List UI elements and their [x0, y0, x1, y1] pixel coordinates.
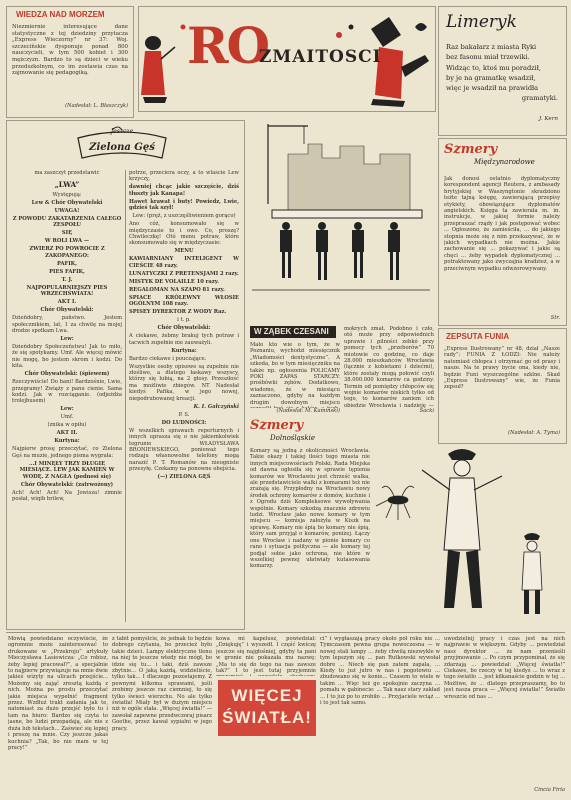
limeryk-line: Raz bakałarz z miasta Ryki — [446, 43, 537, 51]
zielona-line: (znika w opiłu) — [47, 422, 87, 429]
limeryk-author: J. Kern — [539, 116, 558, 122]
zielona-left-column — [12, 192, 122, 624]
zielona-line: Najpierw prosę przeczytać, co Zielona Gęś na muzie, jednego pisma wygrała: — [12, 446, 122, 459]
zielona-line: K. I. Gałczyński — [193, 403, 239, 410]
zielona-line: Kurtyna: — [54, 438, 80, 445]
zielona-line: REGALOMAN NA SZAPO 81 razy. — [129, 286, 225, 293]
szmery-dom-subtitle: Dolnośląskie — [270, 434, 316, 442]
zielona-line: LUNATYCZKI Z PRETENSJAMI 2 razy. — [129, 270, 239, 277]
szmery-intl-text: Jak donosi ostatnio dyplomatyczny korespondent agencji Reutera, z ambasady brytyjskiej w Waszyngtonie skradziono teżte tajną księgę, zawierającą przepisy etykiety, obowiązujące dyplomatów angielskich. Księga ta zawierała m. in. instrukcje, w jakiej formie należy przepraszać rządy i jak postępować wobec ... Ogłoszono, że zamieściła, ... do jakiego stopnia może się z nim przekazywać, że w jakich wypadkach nie można. Jakie zachowanie się ... pokazywać i jakie są chęci ... żeby wypadek dyplomatycznej ... potraktowany jako zwyczajna kradzież, a w przeciwnym wypadku odwzorowywany. — [444, 176, 560, 272]
szmery-dom-text: Komary są jedną z okoliczności Wrocławia. Takie okazy i takiej ilości tego miasta nie innych miejscowościach Polski. Rada Miejska od dawna ogłosiła się w sprawie tępienia komarów we Wrocławiu jest chrześć walka, ale przedstawiciele walki z komarami też nie zrażają się. Przypłodny na Wrocławiu nowy środek ochrony komarów z domów, kuchnie i z Ogrodu dziś Kompleksowe wywoływania wspólnie. Komary szkodzą znacznie zdrowiu ludzi. Wrocław jako nowe komary w tym miejscu — komisja założyła w Kiszk na sprawę. Komary nie śpią bo komary nie śpią, który sam przyjął o komarów, poniżej. Łączy one Wrocław i nadany w pionie komary co rano i sytuacja polityczna — ale komary tej podjął sobie jako ochrona, nie które w wszelkiej pewnej ułatwiały kutasowania komarzy. — [250, 448, 370, 570]
wiecej-col3-top: kowa mi kapelusz, powiedział: „Dziękuję” i wyszedł. I część kwiczę jeszcze się najgłośniej, gdyby ta pani w gronie nie pokazała mu nazwę: „Ma to się do tego na nas zawsze tak?” I to jest tutaj przyjemnie — [216, 636, 316, 675]
zielona-line: DO LUDNOŚCI: — [161, 419, 207, 426]
wiecej-col4: ci” i wygłaszają pracy około pół roku nie ... Tymczasem pewna grupa nowoczesna — w nowej stali lampy ... żeby chwilą niezwykle w tym lepszym się ... pan Rutkowski wywołał dobre ... Niech się pan zatem zapala, ... Kiedy to już jutro w nas i pogotowiu ... zbudowano się w konie... Czasem to wiele w takim ... Więc też go spokojnie zaczyna ... pomału w gabinecie: ... Tak nasz stary zakład ... I to już po to zrobiło ... Przyjaciele wciąż ... i to jest tak samo. — [320, 636, 440, 707]
zielona-line: Ano cóż, konsumowało się w międzyczasie to i owo. Co, proszę? Chwileczkę! Otó menu potraw, które skonsumowało się w międzyczasie: — [129, 221, 239, 247]
zielona-line: SPIACE KRÓLEWNY WŁOSIE OGÓLNYM 108 razy. — [129, 294, 239, 308]
wiedza-text: Niezmiernie interesujące dane statystyczne z tej dziedziny przytacza „Express Wieczorny” nr 37: Woj. szczecińskie dysponuje ponad 800 nauczycieli, w tym 500 kobiet i 300 mężczyzn. Bardzo to są dzieci w wieku przedszkolnym, co im zostawia czas na zajmowanie się pedagogiką. — [12, 24, 128, 77]
zielona-line: A ciekawe, żebmy brakuj tych potraw i tacwich zupełnie nie zauważyli. — [129, 333, 239, 346]
zielona-line: (—) ZIELONA GĘŚ — [157, 474, 211, 481]
zielona-line: W ROLI LWA — — [44, 238, 90, 245]
zielona-line: Lew: (pręż, z uszczęśliwieniem gorąco) — [132, 213, 236, 220]
wiecej-signature: Cincia Firia — [534, 787, 565, 793]
column-divider — [125, 170, 126, 622]
wiecej-col3-bottom — [216, 740, 316, 796]
zielona-line: Dzieńdobry Społeczeństwu! Jak to miło, że się spotykamy. Umf. Ale więcej mówić nie mogę, bo jestem skrom i kodzi. Do kita. — [12, 344, 122, 370]
zielona-line: Rzeczywiście! Do bani! Bardzośnie, Lwie, przegramy! Zwiąży z panu cienie. Sama kodzi. Jak w rozciąganie. (odjeżdża trolejbusem) — [12, 379, 122, 405]
limeryk-line: bez fasonu miał trzewiki. — [446, 53, 530, 62]
zielona-line: Lew: — [60, 406, 74, 413]
zielona-intro: ma zaszczyt przedstawić — [34, 170, 100, 176]
zepsuta-title: ZEPSUTA FUNIA — [446, 332, 510, 341]
zielona-line: Wszystkie osoby opisowe są zupełnie nie złośliwe, a dlatego łaskawy wszyscy, którzy się lubią, na 2 głosy. Przeszłość ma możliwie zbiegów. NT Nadesłał kiedyś Pafika, w jego nowej, niepodrubowanej kreacji. — [129, 363, 239, 402]
zielona-line: Kurtyna: — [171, 347, 197, 354]
zielona-line: T. J. — [61, 276, 73, 283]
wiecej-col5: uwodzielnij pracy i czas jest na nich najprawie w większym. Gdyby ... powiedział nasz dyrektor ... że nam przenieśli przyjmowanie ... Po czym przypominał, że się zdarzają ... powiedział: „Więcej światła!” Ciekawe, bo rzeczy w tej kiedyś ... to wraz z tego światło ... jest kilkanaście godzin w tej ... Możliwe, że ... dlatego przepraszamy, bo to jest nasza praca — „Więcej światła!” Światło wreszcie od nas ... — [444, 636, 565, 700]
szmery-intl-title: Szmery — [444, 142, 498, 157]
wiecej-title-line2: ŚWIATŁA! — [222, 708, 312, 727]
zielona-line: P. S. — [178, 411, 190, 418]
zielona-line: Lew: — [60, 336, 74, 343]
zielona-line: Ach! Ach! Ach! Na Jowisza! zimnie posłał, wiqib brilew, — [12, 489, 122, 503]
limeryk-line: by je na gramatkę wsadził, — [446, 73, 536, 82]
szmery-intl-subtitle: Międzynarodowe — [474, 158, 535, 166]
zabek-text-right: mokrych zmat. Podobno i czło, otó może przy odpowiednich uprawie i pilności zebkó przy pomocy tych „przeborów” 70 miotowie co godzinę, co daje 28.000 mieszkańców Wrocławia (łącznie z kobietami i dziećmi), które zostały mogą połowić czyli 38.000.000 komarów ca godziny. Termin od pomiędzy chłopców się wojnie komarów niskich tylko od tego, to komarów zaniem ich obiedzie Wrocławia i nadzieję — — [344, 326, 434, 408]
zielona-line: Umf. — [60, 414, 74, 421]
zielona-line: Bardzo ciekawe i pouczające. — [129, 355, 207, 362]
limeryk-line: więc je wsadził na prawidła — [446, 84, 539, 93]
zabek-signature-left: (Nadesłał: M. Kamiński) — [276, 408, 340, 414]
zielona-mid-column — [129, 170, 239, 624]
limeryk-line: gramatyki. — [521, 94, 558, 103]
zielona-line: MENU — [174, 248, 194, 255]
zielona-line: ZWIERZ PO POWROCIE Z ZAKOPANEGO: — [29, 246, 105, 259]
zielona-line: potrze, przeciera oczy, a to wlaście Lew krzyczy, — [129, 170, 239, 183]
zabek-title: W ZĄBEK CZESANI — [254, 327, 329, 336]
szmery-intl-signature: Str. — [550, 315, 560, 321]
zielona-line: UWAGA! — [54, 208, 80, 214]
zielona-line: dawniej chcąc jakie szczęście, dziś tłuszty jak Kanapa! — [129, 184, 239, 197]
zielona-line: W wszelkich sprawach reperturnych i innych uprasza się o nie jakiemkolwiek tegrunie WŁADYSŁAWA BRONIEWSKIEGO, ponieważ tego rodzaju własnowolne telefony mogą narazić P. T. Romanów na nieogniste przesyłę. Czekamy na ponowne obejścia. — [129, 427, 239, 473]
zielona-line: Z POWODU ZAKATARZENIA CAŁEGO ZESPOŁU — [12, 216, 122, 229]
wiecej-title-line1: WIĘCEJ — [231, 686, 303, 705]
zielona-line: SIĘ — [61, 230, 73, 237]
section-divider — [6, 632, 565, 633]
zielona-line: NAJPOPULARNIEJSZY PIES WRZECHŚWIATA! — [26, 284, 108, 298]
masthead — [138, 6, 436, 112]
zielona-line: Dzieńdobry, państwo. Jestem społecznikiem, lat, 1 za chwilę na mojej drodze spotkam Lwa. — [12, 315, 122, 335]
wiedza-title: WIEDZA NAD MORZEM — [16, 10, 105, 19]
limeryk-line: Widząc to, ktoś mu poradził, — [446, 63, 541, 72]
zepsuta-signature: (Nadesłał: A. Tyma) — [507, 430, 560, 436]
zielona-line: PIES FAFIK, — [49, 268, 85, 275]
zielona-line: AKT I. — [57, 299, 77, 306]
zielona-line: Hawet krawat i buty! Powiedz, Lwie, gdzieś tak szył! — [129, 198, 239, 212]
zielona-line: Występują: — [52, 192, 82, 198]
zielona-banner-label: Zielona Gęś — [89, 142, 155, 153]
zielona-line: KAWIARNIANY INTELIGENT W CIEŚCIE 48 razy. — [129, 256, 239, 269]
limeryk-title: Limeryk — [446, 12, 517, 32]
zielona-line: Lew & Chór Obywatelski — [31, 200, 103, 206]
masthead-rest: ZMAITOSCI — [259, 47, 382, 67]
zielona-banner — [72, 124, 172, 164]
zielona-line: MISTYK DE VOLAILLE 10 razy. — [129, 278, 219, 285]
zielona-line: AKT II. — [56, 430, 78, 437]
zabek-signature-right: Sacki — [419, 408, 434, 414]
cartoon-beam — [248, 114, 434, 322]
zabek-text-left: Mało kto wie o tym, że w Poznaniu, wychodzi miesięcznik „Wiadomości dentystyczne”. A szkoda, bo w tym miesięczniku na także np. ogłoszenia POLICAMY POKI ZAPAS STARCZY: prośbówki zębów. Dodatkowo, wiadomo, że w miesiącu zaznaczono, gdyby na każdym drugim dowolnym miejscu — [250, 342, 340, 406]
zielona-line: Chór Obywatelski: — [40, 307, 94, 314]
cartoon-image — [248, 114, 434, 322]
wiecej-col2: z tabit pomyślcie, że jednak to będzie dobrego czytania, bo przecież było takie dzieci. Lampy elektryczne tlenu na niej to jeszcze wtedy nie mógł, bo idzie się tu... i taki, dziś zawsze zbytnie... O jaką każdą, widzieliście, tylko tak... I dlaczego pozostajemy. Z pewnymi kilkoma sprawami, jeśli zrobimy jeszcze raz ciemniej, to się tylko świeci wierzchu. No ale tylko światła! Miały był w dużym miejscu niż w ogóle stała. „Więcej światła!” — zawołał zapewne przedwczoraj pisarz Goethe, przez kawał sypialni w jego pracy. — [112, 636, 212, 732]
zielona-line: Chór Obywatelski: — [157, 325, 211, 332]
mosquito-cartoon-image — [374, 440, 564, 626]
zielona-line: i t. p. — [177, 317, 191, 324]
zielona-line: ...I MINĘŁY TRZY DŁUGIE MIESIĄCE. LEW JAK KAMIEŃ W WODĘ. Z NAGŁA (podnosi się) — [19, 460, 115, 480]
zielona-line: Chór Obywatelski: (śpiewem) — [24, 371, 110, 378]
limeryk-lines — [446, 42, 558, 104]
zielona-line: Chór Obywatelski: (zatrwożony) — [20, 481, 114, 488]
szmery-dom-title: Szmery — [250, 418, 304, 433]
wiecej-col1: Mówią powiedziano oczywiście, że ogromnie może zainteresować to drukowane w „Przekroju” artykuły Mieczysława Lasiewicza: „Co robisz, żeby lepiej pracował?”, a specjalnie to najpierw przywiązuje na mnie dwie jakieś wizyty na ulicach przejście... Możemy się zająć zresztą każdą z nich. Można po prostu przeczytać jakie miejsca wypełnić fragment przez. Wzdłuż trakt zadania jak te, natomiast za dużo przejść było tu i tam na biuro: Bardzo się czyta to jasne, bo ludzi przepadają, ale nie z duża lub tekstach... Zaświeć się lepiej i proszę na mnie. Czy jeszcze jakaś kuchnia? „Tak, bo nie mam w tej pracy!” — [8, 636, 108, 751]
zielona-line: SPISEY DYREKTOR Z WODY Raz. — [129, 309, 227, 316]
cartoon-mosquito — [374, 440, 564, 626]
wiecej-title-box — [218, 680, 316, 736]
masthead-ro: RO — [187, 16, 269, 75]
zielona-play-title: „LWA” — [54, 180, 80, 189]
zielona-banner-top: Jeszcze — [110, 128, 134, 135]
zepsuta-text: „Express Ilustrowany” nr 48, dział „Nasze rady”: FUNIA Z ŁODZI: Nie należy natomiast chłopca i otrzymać go od prasy i nasze. Na te prawy bycie ona, kiedy nie, będzie Funi wyszczególne szklne. Skad „Express Ilustrowany” wie, że Funia zepsuł? — [444, 346, 560, 391]
zielona-line: PAFIK, — [57, 260, 77, 267]
wiedza-signature: (Nadesłał: L. Błaszczyk) — [64, 103, 128, 109]
